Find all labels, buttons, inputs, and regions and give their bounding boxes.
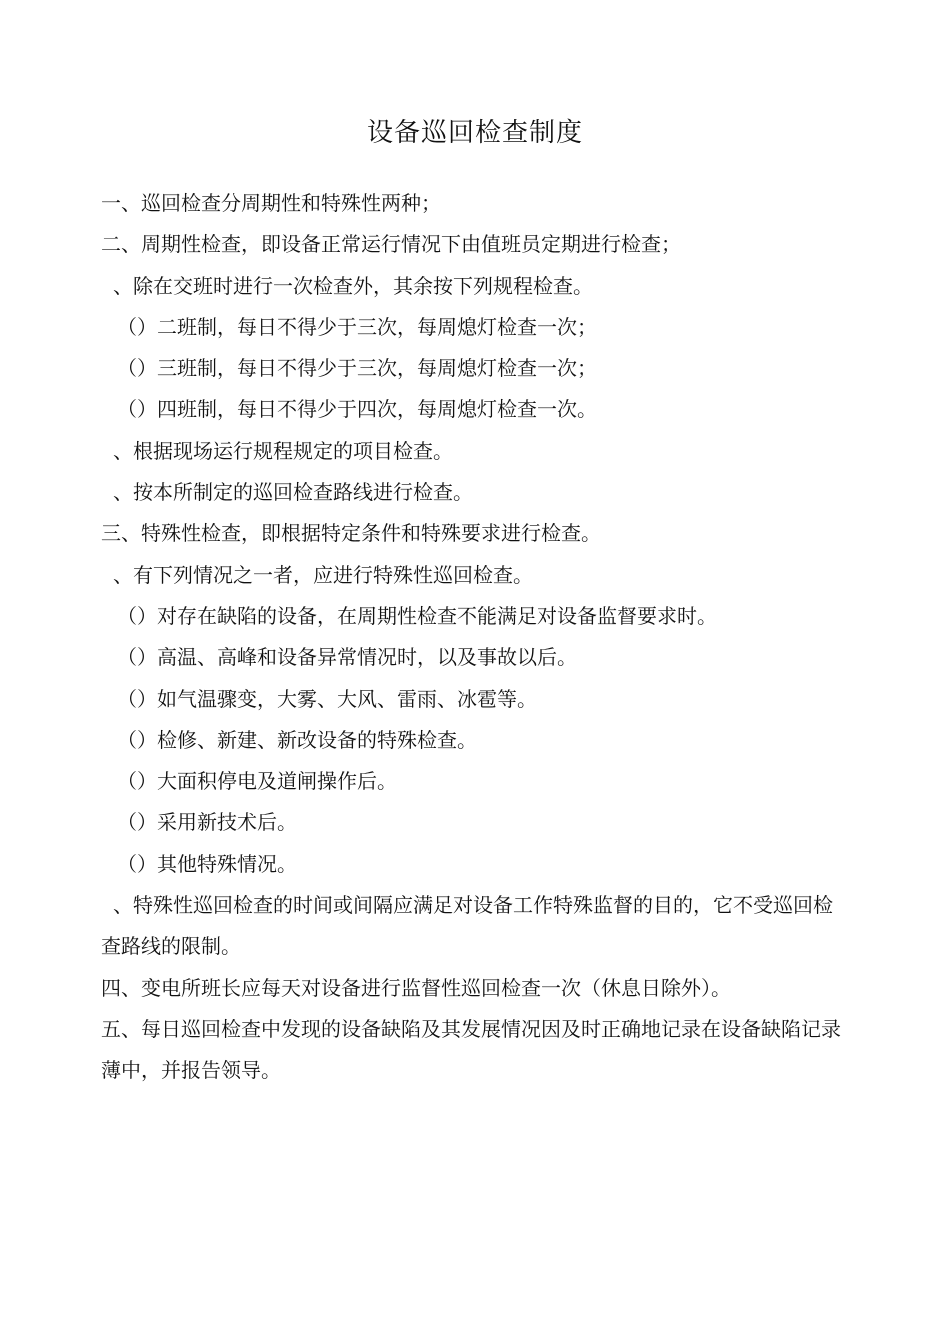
section-2-item: 、除在交班时进行一次检查外，其余按下列规程检查。 [113,273,593,298]
section-3-subitem: （）对存在缺陷的设备，在周期性检查不能满足对设备监督要求时。 [117,603,717,628]
section-2-subitem: （）三班制，每日不得少于三次，每周熄灯检查一次； [117,356,597,381]
section-3-subitem: （）如气温骤变，大雾、大风、雷雨、冰雹等。 [117,686,537,711]
section-3-subitem: （）高温、高峰和设备异常情况时，以及事故以后。 [117,645,577,670]
section-1: 一、巡回检查分周期性和特殊性两种； [101,191,441,215]
section-3-item: 、特殊性巡回检查的时间或间隔应满足对设备工作特殊监督的目的，它不受巡回检查路线的限制。 [101,893,833,959]
section-4: 四、变电所班长应每天对设备进行监督性巡回检查一次（休息日除外）。 [101,975,731,1000]
section-3-subitem: （）其他特殊情况。 [117,851,297,876]
section-3-subitem: （）检修、新建、新改设备的特殊检查。 [117,727,477,752]
section-2: 二、周期性检查，即设备正常运行情况下由值班员定期进行检查； [101,232,681,257]
section-3: 三、特殊性检查，即根据特定条件和特殊要求进行检查。 [101,521,601,546]
section-2-item: 、根据现场运行规程规定的项目检查。 [113,438,453,463]
section-3-subitem: （）大面积停电及道闸操作后。 [117,769,397,794]
document-title: 设备巡回检查制度 [366,118,583,148]
section-2-subitem: （）四班制，每日不得少于四次，每周熄灯检查一次。 [117,397,597,422]
section-2-item: 、按本所制定的巡回检查路线进行检查。 [113,480,473,505]
document-body [101,183,849,1092]
section-3-subitem: （）采用新技术后。 [117,810,297,835]
section-5: 五、每日巡回检查中发现的设备缺陷及其发展情况因及时正确地记录在设备缺陷记录薄中，并报告领导。 [101,1016,841,1083]
section-2-subitem: （）二班制，每日不得少于三次，每周熄灯检查一次； [117,314,597,339]
section-3-item: 、有下列情况之一者，应进行特殊性巡回检查。 [113,562,533,587]
